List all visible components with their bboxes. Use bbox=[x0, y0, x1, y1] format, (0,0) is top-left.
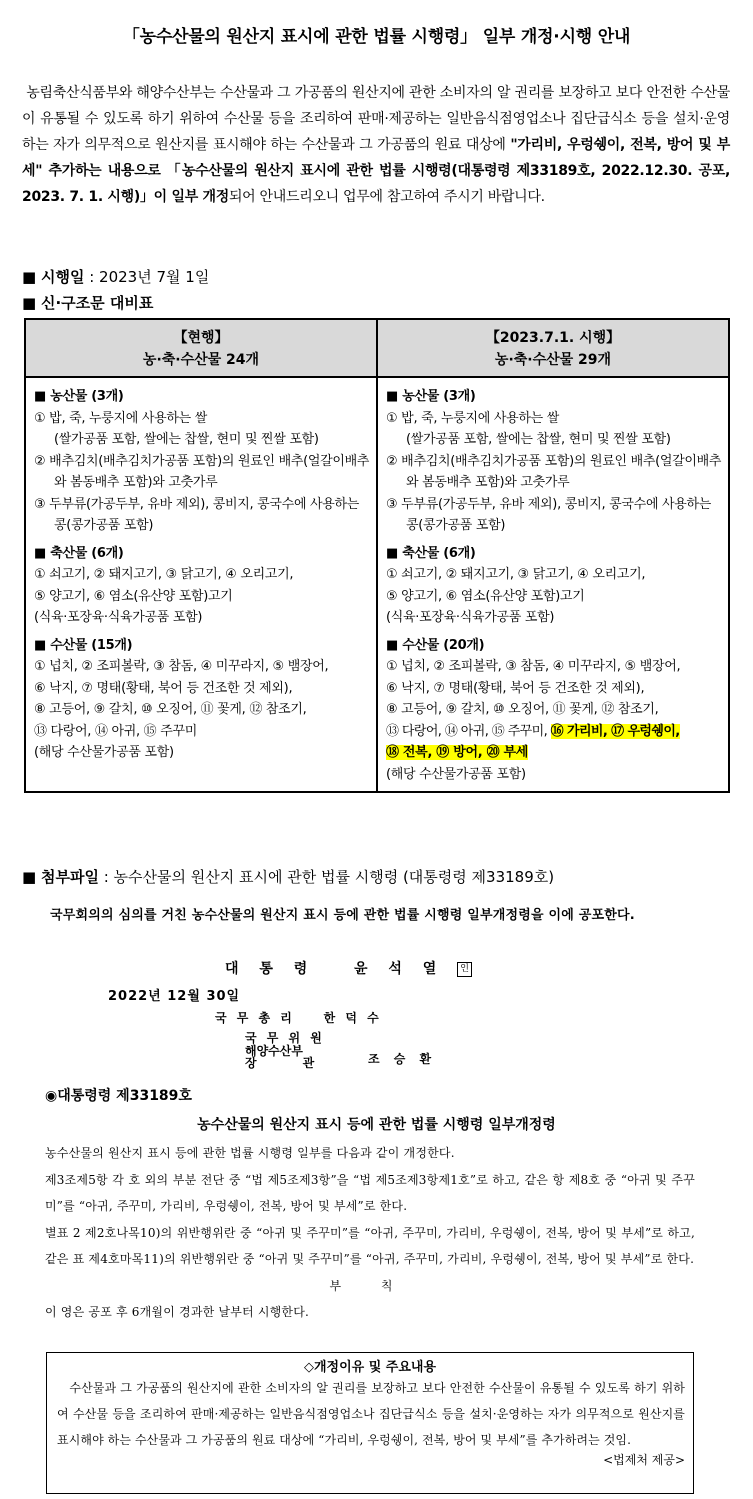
promulgation-date: 2022년 12월 30일 bbox=[108, 989, 241, 1004]
enforcement-clause: 이 영은 공포 후 6개월이 경과한 날부터 시행한다. bbox=[45, 1305, 309, 1319]
comparison-heading: 신·구조문 대비표 bbox=[40, 294, 154, 312]
comparison-table bbox=[24, 318, 730, 793]
body-paragraph: 농수산물의 원산지 표시 등에 관한 법률 시행령 일부를 다음과 같이 개정한다. bbox=[45, 1146, 455, 1160]
livestock-title: ■ 축산물 (6개) bbox=[34, 545, 124, 561]
effective-date-label: 시행일 bbox=[40, 268, 85, 286]
old-column-header: 【현행】 농·축·수산물 24개 bbox=[25, 319, 377, 377]
reason-box bbox=[46, 1352, 694, 1494]
seal-icon: 인 bbox=[457, 962, 472, 977]
bullet-square-icon: ■ bbox=[22, 294, 37, 312]
list-item: ③ 두부류(가공두부, 유바 제외), 콩비지, 콩국수에 사용하는 콩(콩가공품 포함) bbox=[386, 496, 712, 533]
intro-text-3: 되어 안내드리오니 업무에 참고하여 주시기 바랍니다. bbox=[228, 189, 545, 205]
list-item: ① 밥, 죽, 누룽지에 사용하는 쌀 bbox=[34, 410, 208, 426]
livestock-title: ■ 축산물 (6개) bbox=[386, 545, 476, 561]
supplementary-provisions-heading: 부 칙 bbox=[329, 1278, 411, 1293]
intro-bold-law-name: 「농수산물의 원산지 표시에 관한 법률 시행령(대통령령 제33189호, 2022.12.30. 공포, 2023. 7. 1. 시행)」이 일부 개정 bbox=[22, 163, 730, 205]
reason-box-source: <법제처 제공> bbox=[603, 1453, 685, 1467]
intro-text-1: 농림축산식품부와 해양수산부는 수산물과 그 가공품의 원산지에 관한 소비자의 알 권리를 보장하고 보다 안전한 수산물이 유통될 수 있도록 하기 위하여 수산물 등을 조리하여 판매·제공하는 일반음식점영업소나 집단급식소 등을 설치·운영하는 자가 의무적으로 원산지를 표시해야 하는 수산물과 그 가공품의 원료 대상에 bbox=[22, 85, 730, 153]
reason-box-title: ◇개정이유 및 주요내용 bbox=[303, 1360, 437, 1375]
president-line: 대 통 령 윤 석 열 인 bbox=[225, 958, 472, 978]
list-item: ⑬ 다랑어, ⑭ 아귀, ⑮ 주꾸미, ⑯ 가리비, ⑰ 우렁쉥이, bbox=[386, 723, 680, 739]
body-paragraph: 제3조제5항 각 호 외의 부분 전단 중 “법 제5조제3항”을 “법 제5조제3항제1호”로 하고, 같은 항 제8호 중 “아귀 및 주꾸미”를 “아귀, 주꾸미, 가리비, 우렁쉥이, 전복, 방어 및 부세”로 한다. bbox=[45, 1172, 695, 1213]
fish-title: ■ 수산물 (15개) bbox=[34, 637, 133, 653]
agri-title: ■ 농산물 (3개) bbox=[386, 389, 476, 404]
list-item: ① 쇠고기, ② 돼지고기, ③ 닭고기, ④ 오리고기, bbox=[34, 567, 294, 582]
list-item: (식육·포장육·식육가공품 포함) bbox=[386, 610, 555, 625]
attachment-value: : 농수산물의 원산지 표시에 관한 법률 시행령 (대통령령 제33189호) bbox=[98, 868, 555, 886]
list-item: ⑧ 고등어, ⑨ 갈치, ⑩ 오징어, ⑪ 꽃게, ⑫ 참조기, bbox=[386, 702, 659, 717]
fish-note: (해당 수산물가공품 포함) bbox=[386, 766, 526, 782]
list-item: ① 넙치, ② 조피볼락, ③ 참돔, ④ 미꾸라지, ⑤ 뱀장어, bbox=[34, 659, 329, 674]
list-item: (쌀가공품 포함, 쌀에는 찹쌀, 현미 및 찐쌀 포함) bbox=[54, 432, 319, 447]
bullet-square-icon: ■ bbox=[22, 268, 37, 286]
promulgation-text: 국무회의의 심의를 거친 농수산물의 원산지 표시 등에 관한 법률 시행령 일부개정령을 이에 공포한다. bbox=[50, 908, 635, 923]
list-item: ⑥ 낙지, ⑦ 명태(황태, 북어 등 건조한 것 제외), bbox=[386, 680, 645, 696]
old-column-cell bbox=[25, 377, 377, 792]
list-item bbox=[386, 742, 722, 764]
list-item: ① 넙치, ② 조피볼락, ③ 참돔, ④ 미꾸라지, ⑤ 뱀장어, bbox=[386, 659, 681, 674]
reason-box-body: 수산물과 그 가공품의 원산지에 관한 소비자의 알 권리를 보장하고 보다 안전한 수산물이 유통될 수 있도록 하기 위하여 수산물 등을 조리하여 판매·제공하는 일반음식점영업소나 집단급식소 등을 설치·운영하는 자가 의무적으로 원산지를 표시해야 하는 수산물과 그 가공품의 원료 대상에 “가리비, 우렁쉥이, 전복, 방어 및 부세”를 추가하려는 것임. bbox=[57, 1381, 685, 1447]
amendment-body bbox=[45, 1140, 695, 1326]
minister-title: 국 무 위 원 해양수산부 장 관 bbox=[245, 1031, 325, 1070]
list-item: ② 배추김치(배추김치가공품 포함)의 원료인 배추(얼갈이배추와 봄동배추 포함)와 고춧가루 bbox=[34, 453, 370, 490]
list-item: ⑧ 고등어, ⑨ 갈치, ⑩ 오징어, ⑪ 꽃게, ⑫ 참조기, bbox=[34, 702, 307, 717]
decree-number: ◉대통령령 제33189호 bbox=[45, 1088, 192, 1104]
effective-date-value: : 2023년 7월 1일 bbox=[84, 268, 210, 286]
list-item: ⑤ 양고기, ⑥ 염소(유산양 포함)고기 bbox=[386, 588, 585, 604]
list-item: ① 쇠고기, ② 돼지고기, ③ 닭고기, ④ 오리고기, bbox=[386, 567, 646, 582]
list-item: (식육·포장육·식육가공품 포함) bbox=[34, 610, 203, 625]
list-item: ⑥ 낙지, ⑦ 명태(황태, 북어 등 건조한 것 제외), bbox=[34, 680, 293, 696]
list-item: ③ 두부류(가공두부, 유바 제외), 콩비지, 콩국수에 사용하는 콩(콩가공품 포함) bbox=[34, 496, 360, 533]
bullet-square-icon: ■ bbox=[22, 868, 37, 886]
intro-paragraph bbox=[22, 80, 730, 210]
prime-minister-line: 국 무 총 리 한 덕 수 bbox=[215, 1011, 382, 1025]
minister-name: 조 승 환 bbox=[368, 1052, 437, 1066]
new-column-cell bbox=[377, 377, 729, 792]
highlight-new-items-2: ⑱ 전복, ⑲ 방어, ⑳ 부세 bbox=[386, 745, 529, 760]
comparison-heading-line bbox=[22, 292, 153, 313]
effective-date-line bbox=[22, 266, 209, 287]
agri-title: ■ 농산물 (3개) bbox=[34, 389, 124, 404]
page-title: 「농수산물의 원산지 표시에 관한 법률 시행령」 일부 개정·시행 안내 bbox=[122, 27, 631, 47]
attachment-line bbox=[22, 866, 554, 887]
attachment-label: 첨부파일 bbox=[40, 868, 99, 886]
list-item: (쌀가공품 포함, 쌀에는 찹쌀, 현미 및 찐쌀 포함) bbox=[406, 432, 671, 447]
list-item: ① 밥, 죽, 누룽지에 사용하는 쌀 bbox=[386, 410, 560, 426]
body-paragraph: 별표 2 제2호나목10)의 위반행위란 중 “아귀 및 주꾸미”를 “아귀, 주꾸미, 가리비, 우렁쉥이, 전복, 방어 및 부세”로 하고, 같은 표 제4호마목11)의 위반행위란 중 “아귀 및 주꾸미”를 “아귀, 주꾸미, 가리비, 우렁쉥이, 전복, 방어 및 부세”로 한다. bbox=[45, 1225, 695, 1266]
list-item: ⑬ 다랑어, ⑭ 아귀, ⑮ 주꾸미 bbox=[34, 723, 197, 739]
highlight-new-items-1: ⑯ 가리비, ⑰ 우렁쉥이, bbox=[550, 723, 680, 739]
new-column-header: 【2023.7.1. 시행】 농·축·수산물 29개 bbox=[377, 319, 729, 377]
intro-bold-added-items: "가리비, 우렁쉥이, 전복, 방어 및 부세" 추가하는 내용으로 bbox=[22, 137, 730, 179]
fish-note: (해당 수산물가공품 포함) bbox=[34, 745, 174, 760]
list-item: ⑤ 양고기, ⑥ 염소(유산양 포함)고기 bbox=[34, 588, 233, 604]
list-item: ② 배추김치(배추김치가공품 포함)의 원료인 배추(얼갈이배추와 봄동배추 포함)와 고춧가루 bbox=[386, 453, 722, 490]
amendment-title: 농수산물의 원산지 표시 등에 관한 법률 시행령 일부개정령 bbox=[197, 1117, 556, 1133]
fish-title: ■ 수산물 (20개) bbox=[386, 637, 485, 653]
